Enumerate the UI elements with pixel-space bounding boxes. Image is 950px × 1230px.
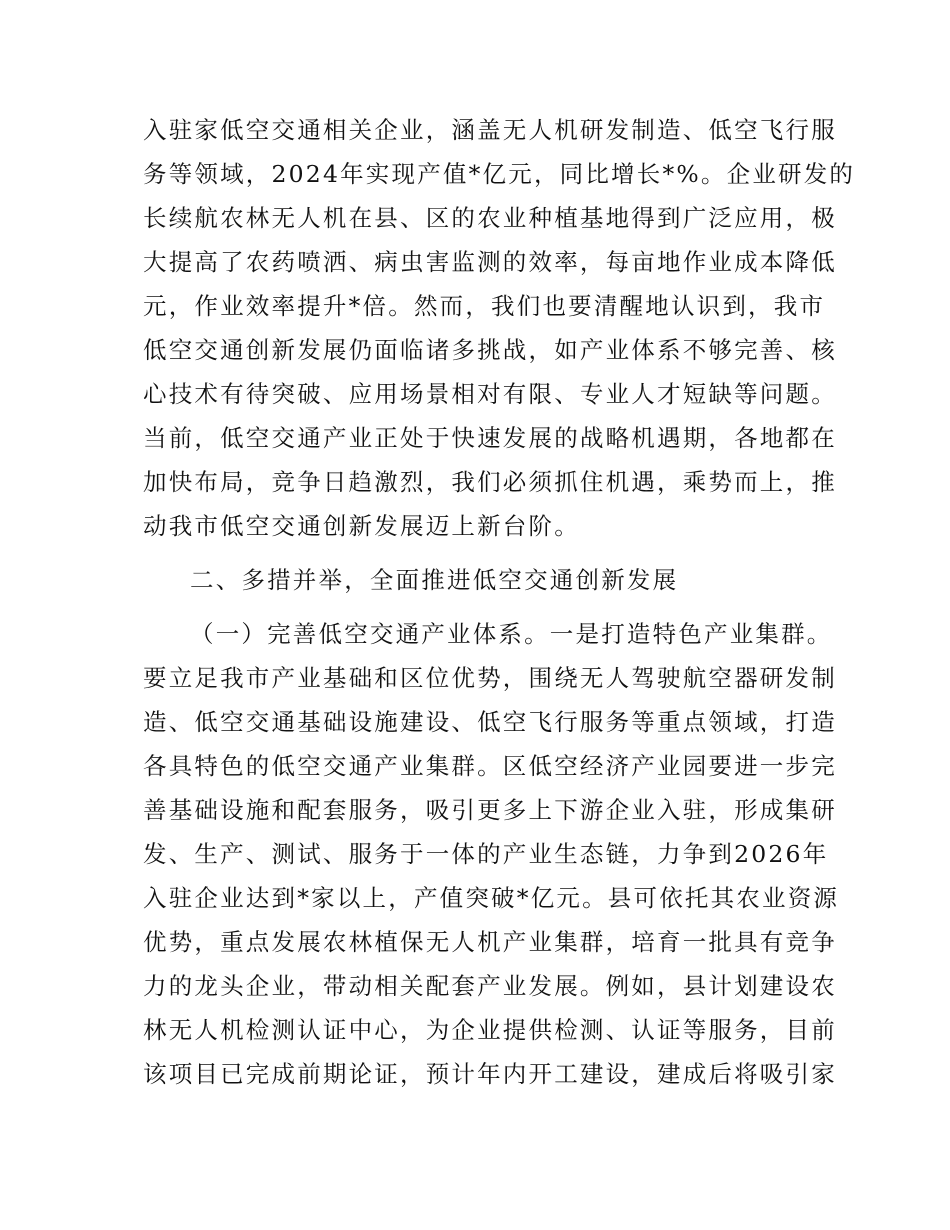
text-line: 低空交通创新发展仍面临诸多挑战，如产业体系不够完善、核 — [143, 336, 837, 364]
text-line: 务等领域，2024年实现产值*亿元，同比增长*%。企业研发的 — [143, 160, 856, 188]
document-body — [143, 108, 856, 1096]
text-line: 发、生产、测试、服务于一体的产业生态链，力争到2026年 — [143, 840, 829, 868]
text-line: 当前，低空交通产业正处于快速发展的战略机遇期，各地都在 — [143, 424, 837, 452]
text-line: 力的龙头企业，带动相关配套产业发展。例如，县计划建设农 — [143, 972, 837, 1000]
paragraph-gap — [143, 602, 810, 612]
paragraph-1 — [143, 108, 856, 548]
text-line: 大提高了农药喷洒、病虫害监测的效率，每亩地作业成本降低 — [143, 248, 837, 276]
text-line: 入驻企业达到*家以上，产值突破*亿元。县可依托其农业资源 — [143, 884, 840, 912]
text-line: 长续航农林无人机在县、区的农业种植基地得到广泛应用，极 — [143, 204, 837, 232]
paragraph-2 — [143, 612, 840, 1096]
text-line: 林无人机检测认证中心，为企业提供检测、认证等服务，目前 — [143, 1016, 837, 1044]
text-line: 加快布局，竞争日趋激烈，我们必须抓住机遇，乘势而上，推 — [143, 468, 837, 496]
text-line: 要立足我市产业基础和区位优势，围绕无人驾驶航空器研发制 — [143, 664, 837, 692]
text-line: 心技术有待突破、应用场景相对有限、专业人才短缺等问题。 — [143, 380, 837, 408]
text-line: 该项目已完成前期论证，预计年内开工建设，建成后将吸引家 — [143, 1060, 837, 1088]
text-line: 优势，重点发展农林植保无人机产业集群，培育一批具有竞争 — [143, 928, 837, 956]
text-line: 动我市低空交通创新发展迈上新台阶。 — [143, 512, 580, 540]
paragraph-gap — [143, 548, 810, 558]
section-heading: 二、多措并举，全面推进低空交通创新发展 — [190, 566, 679, 594]
text-line: 入驻家低空交通相关企业，涵盖无人机研发制造、低空飞行服 — [143, 116, 837, 144]
text-line: 元，作业效率提升*倍。然而，我们也要清醒地认识到，我市 — [143, 292, 826, 320]
text-line: 造、低空交通基础设施建设、低空飞行服务等重点领域，打造 — [143, 708, 837, 736]
text-line: 各具特色的低空交通产业集群。区低空经济产业园要进一步完 — [143, 752, 837, 780]
text-line: 善基础设施和配套服务，吸引更多上下游企业入驻，形成集研 — [143, 796, 837, 824]
text-line: （一）完善低空交通产业体系。一是打造特色产业集群。 — [190, 620, 833, 648]
